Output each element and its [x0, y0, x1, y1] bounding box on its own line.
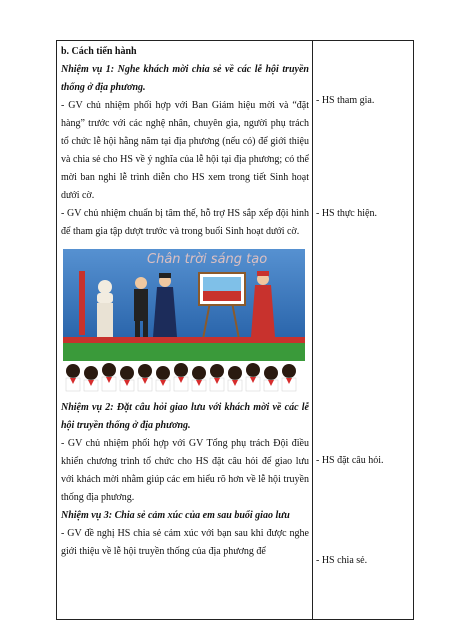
student-response-3: - HS đặt câu hỏi.: [316, 455, 384, 466]
task1-paragraph-1: - GV chủ nhiệm phối hợp với Ban Giám hiệu mời và “đặt hàng” trước với các nghệ nhân, chuyên gia, người phụ trách tổ chức lễ hội hằng năm tại địa phương (nếu có) để giới thiệu và chia sẻ cho HS về ý nghĩa của lễ hội tại địa phương; có thể mời ban nghi lễ trình diễn cho HS xem trong tiết Sinh hoạt dưới cờ.: [61, 100, 309, 201]
watermark-text: Chân trời sáng tạo: [147, 252, 268, 267]
task1-title: Nhiệm vụ 1: Nghe khách mời chia sẻ về các lễ hội truyền thống ở địa phương.: [61, 64, 309, 93]
section-heading: b. Cách tiến hành: [61, 46, 137, 57]
activities-column: [61, 43, 309, 561]
student-response-1: - HS tham gia.: [316, 95, 375, 106]
task3-title: Nhiệm vụ 3: Chia sẻ cảm xúc của em sau buổi giao lưu: [61, 510, 290, 521]
task2-paragraph-1: - GV chủ nhiệm phối hợp với GV Tổng phụ trách Đội điều khiển chương trình tổ chức cho HS đặt câu hỏi để giao lưu với khách mời nhằm giúp các em hiểu rõ hơn về lễ hội truyền thống địa phương.: [61, 438, 309, 503]
lesson-table: [56, 40, 414, 620]
task3-paragraph-1: - GV đề nghị HS chia sẻ cảm xúc với bạn sau khi được nghe giới thiệu về lễ hội truyền thống của địa phương để: [61, 528, 309, 557]
student-response-2: - HS thực hiện.: [316, 208, 377, 219]
task1-paragraph-2: - GV chủ nhiệm chuẩn bị tâm thế, hỗ trợ HS sắp xếp đội hình để tham gia tập dượt trước và trong buổi Sinh hoạt dưới cờ.: [61, 208, 309, 237]
column-divider: [312, 41, 313, 619]
student-response-4: - HS chia sẻ.: [316, 555, 368, 566]
task2-title: Nhiệm vụ 2: Đặt câu hỏi giao lưu với khách mời về các lễ hội truyền thống ở địa phương.: [61, 402, 309, 431]
festival-stage-illustration: [61, 247, 307, 393]
